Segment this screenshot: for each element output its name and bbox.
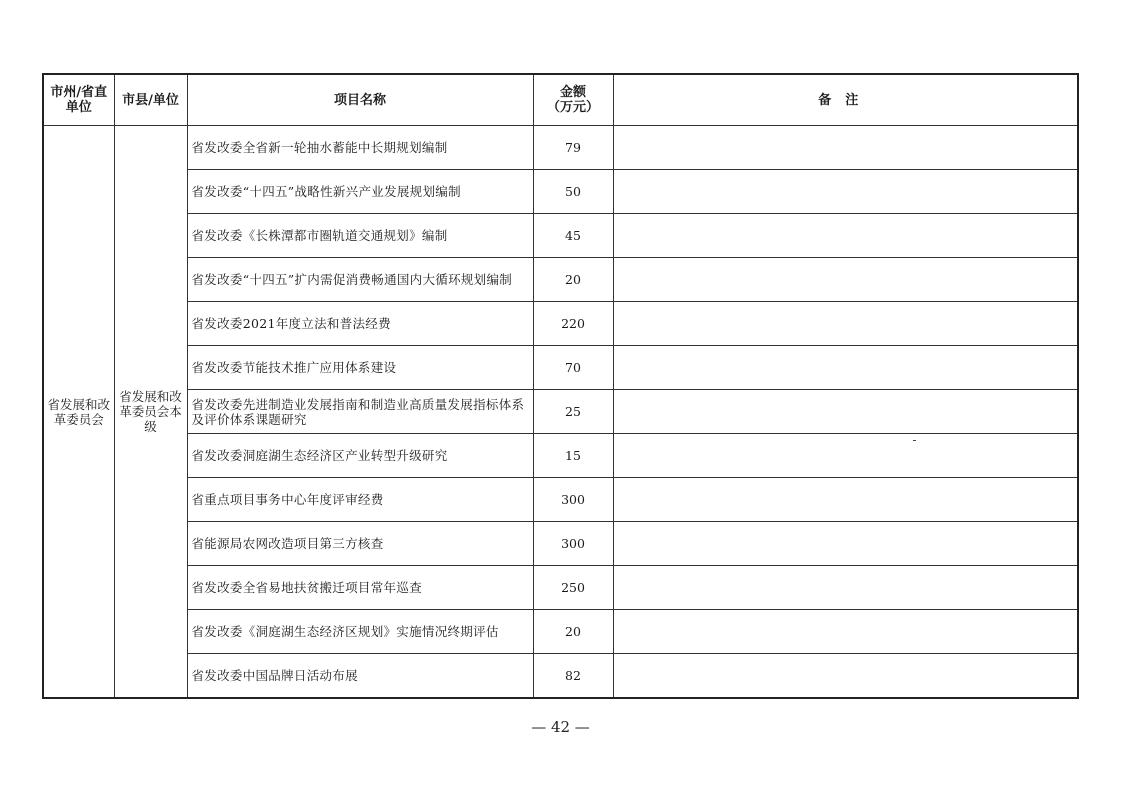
project-name-cell: 省发改委先进制造业发展指南和制造业高质量发展指标体系及评价体系课题研究	[187, 390, 533, 434]
amount-cell: 250	[533, 566, 613, 610]
project-name-cell: 省发改委2021年度立法和普法经费	[187, 302, 533, 346]
remark-cell	[613, 566, 1078, 610]
table-row	[43, 566, 1078, 610]
table-row	[43, 654, 1078, 699]
city-province-cell: 省发展和改革委员会	[43, 126, 114, 699]
table-row	[43, 214, 1078, 258]
amount-cell: 20	[533, 258, 613, 302]
amount-cell: 82	[533, 654, 613, 699]
table-row	[43, 170, 1078, 214]
table-row	[43, 126, 1078, 170]
table-row	[43, 302, 1078, 346]
remark-cell	[613, 434, 1078, 478]
project-name-cell: 省发改委全省易地扶贫搬迁项目常年巡查	[187, 566, 533, 610]
remark-cell	[613, 522, 1078, 566]
remark-cell	[613, 258, 1078, 302]
scan-artifact	[913, 440, 916, 441]
header-city-province: 市州/省直单位	[43, 74, 114, 126]
header-amount	[533, 74, 613, 126]
amount-cell: 300	[533, 522, 613, 566]
table-row	[43, 478, 1078, 522]
project-name-cell: 省发改委“十四五”扩内需促消费畅通国内大循环规划编制	[187, 258, 533, 302]
project-name-cell: 省重点项目事务中心年度评审经费	[187, 478, 533, 522]
amount-cell: 20	[533, 610, 613, 654]
table-row	[43, 258, 1078, 302]
project-name-cell: 省发改委全省新一轮抽水蓄能中长期规划编制	[187, 126, 533, 170]
page-number: — 42 —	[531, 718, 590, 736]
header-amount-line2: （万元）	[546, 100, 599, 115]
header-county-unit: 市县/单位	[114, 74, 187, 126]
amount-cell: 300	[533, 478, 613, 522]
project-name-cell: 省能源局农网改造项目第三方核查	[187, 522, 533, 566]
amount-cell: 70	[533, 346, 613, 390]
project-name-cell: 省发改委洞庭湖生态经济区产业转型升级研究	[187, 434, 533, 478]
remark-cell	[613, 390, 1078, 434]
budget-table	[42, 73, 1079, 699]
remark-cell	[613, 346, 1078, 390]
table-row	[43, 346, 1078, 390]
remark-cell	[613, 478, 1078, 522]
amount-cell: 45	[533, 214, 613, 258]
table-row	[43, 610, 1078, 654]
table-row	[43, 390, 1078, 434]
header-project-name: 项目名称	[187, 74, 533, 126]
header-remark	[613, 74, 1078, 126]
header-remark-label: 备注	[818, 92, 873, 108]
remark-cell	[613, 654, 1078, 699]
remark-cell	[613, 126, 1078, 170]
amount-cell: 25	[533, 390, 613, 434]
project-name-cell: 省发改委《洞庭湖生态经济区规划》实施情况终期评估	[187, 610, 533, 654]
remark-cell	[613, 610, 1078, 654]
table-row	[43, 522, 1078, 566]
table-body	[43, 126, 1078, 699]
project-name-cell: 省发改委中国品牌日活动布展	[187, 654, 533, 699]
project-name-cell: 省发改委“十四五”战略性新兴产业发展规划编制	[187, 170, 533, 214]
amount-cell: 50	[533, 170, 613, 214]
table-row	[43, 434, 1078, 478]
table-header-row	[43, 74, 1078, 126]
project-name-cell: 省发改委节能技术推广应用体系建设	[187, 346, 533, 390]
amount-cell: 220	[533, 302, 613, 346]
county-unit-cell: 省发展和改革委员会本级	[114, 126, 187, 699]
remark-cell	[613, 302, 1078, 346]
amount-cell: 15	[533, 434, 613, 478]
project-name-cell: 省发改委《长株潭都市圈轨道交通规划》编制	[187, 214, 533, 258]
remark-cell	[613, 214, 1078, 258]
remark-cell	[613, 170, 1078, 214]
header-amount-line1: 金额	[559, 85, 586, 100]
amount-cell: 79	[533, 126, 613, 170]
